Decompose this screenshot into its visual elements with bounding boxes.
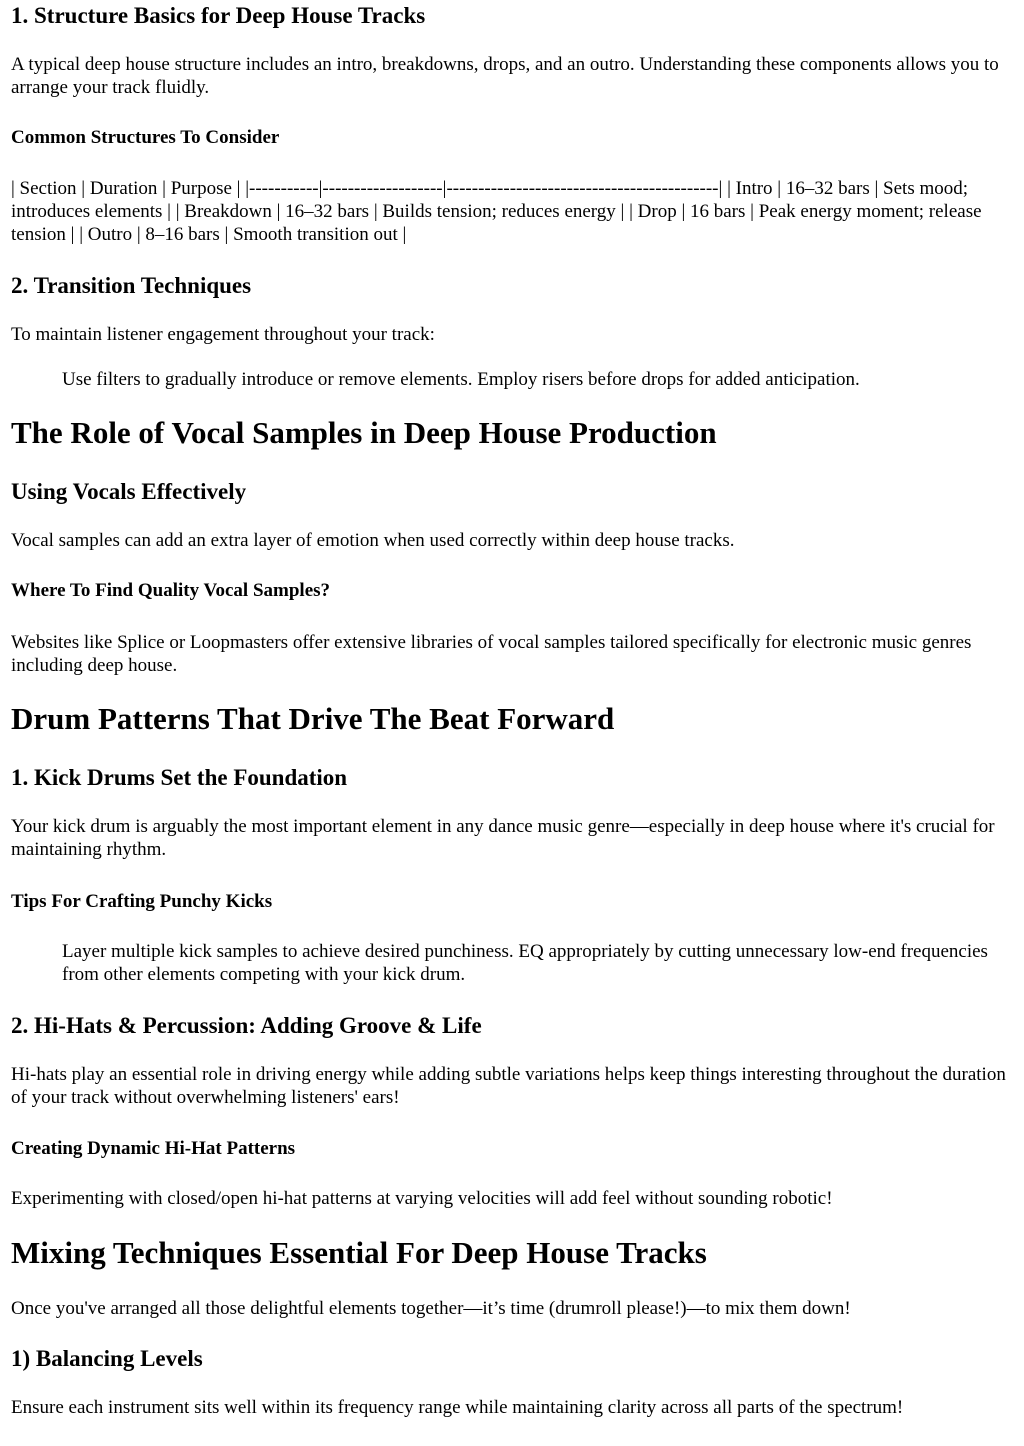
paragraph-transition-intro: To maintain listener engagement throughout your track: (11, 324, 435, 345)
paragraph-hi-hat-patterns: Experimenting with closed/open hi-hat patterns at varying velocities will add feel without sounding robotic! (11, 1188, 833, 1209)
heading-structure-basics: 1. Structure Basics for Deep House Tracks (11, 3, 426, 28)
heading-using-vocals: Using Vocals Effectively (11, 479, 247, 504)
paragraph-vocals-emotion: Vocal samples can add an extra layer of emotion when used correctly within deep house tracks. (11, 530, 735, 551)
heading-common-structures: Common Structures To Consider (11, 127, 280, 148)
heading-vocal-samples: The Role of Vocal Samples in Deep House Production (11, 415, 717, 450)
paragraph-structure-table: | Section | Duration | Purpose | |-----------|-------------------|-------------------------------------------| | Intro | 16–32 bars | Sets mood; introduces elements | | Breakdown | 16–32 bars | Builds tension; reduces energy | | Drop | 16 bars | Peak energy moment; release tension | | Outro | 8–16 bars | Smooth transition out | (11, 178, 982, 245)
heading-balancing-levels: 1) Balancing Levels (11, 1346, 203, 1371)
quote-kick-tips: Layer multiple kick samples to achieve desired punchiness. EQ appropriately by cutting unnecessary low-end frequencies from other elements competing with your kick drum. (62, 941, 988, 985)
heading-drum-patterns: Drum Patterns That Drive The Beat Forward (11, 701, 615, 736)
paragraph-mixing-intro: Once you've arranged all those delightful elements together—it’s time (drumroll please!)—to mix them down! (11, 1298, 851, 1319)
paragraph-hi-hats: Hi-hats play an essential role in driving energy while adding subtle variations helps keep things interesting throughout the duration of your track without overwhelming listeners' ears! (11, 1064, 1006, 1108)
paragraph-kick-drum: Your kick drum is arguably the most important element in any dance music genre—especially in deep house where it's crucial for maintaining rhythm. (11, 816, 995, 860)
heading-find-vocal-samples: Where To Find Quality Vocal Samples? (11, 580, 331, 601)
heading-dynamic-hi-hat: Creating Dynamic Hi-Hat Patterns (11, 1138, 296, 1159)
heading-transition-techniques: 2. Transition Techniques (11, 273, 252, 298)
paragraph-structure-intro: A typical deep house structure includes an intro, breakdowns, drops, and an outro. Understanding these components allows you to arrange your track fluidly. (11, 54, 999, 98)
paragraph-vocal-sources: Websites like Splice or Loopmasters offer extensive libraries of vocal samples tailored specifically for electronic music genres including deep house. (11, 632, 972, 676)
heading-kick-drums: 1. Kick Drums Set the Foundation (11, 765, 348, 790)
paragraph-balancing-levels: Ensure each instrument sits well within its frequency range while maintaining clarity across all parts of the spectrum! (11, 1397, 904, 1418)
heading-punchy-kicks: Tips For Crafting Punchy Kicks (11, 891, 273, 912)
heading-mixing-techniques: Mixing Techniques Essential For Deep House Tracks (11, 1235, 707, 1270)
quote-transition-tips: Use filters to gradually introduce or remove elements. Employ risers before drops for added anticipation. (62, 369, 860, 390)
heading-hi-hats: 2. Hi-Hats & Percussion: Adding Groove & Life (11, 1013, 482, 1038)
